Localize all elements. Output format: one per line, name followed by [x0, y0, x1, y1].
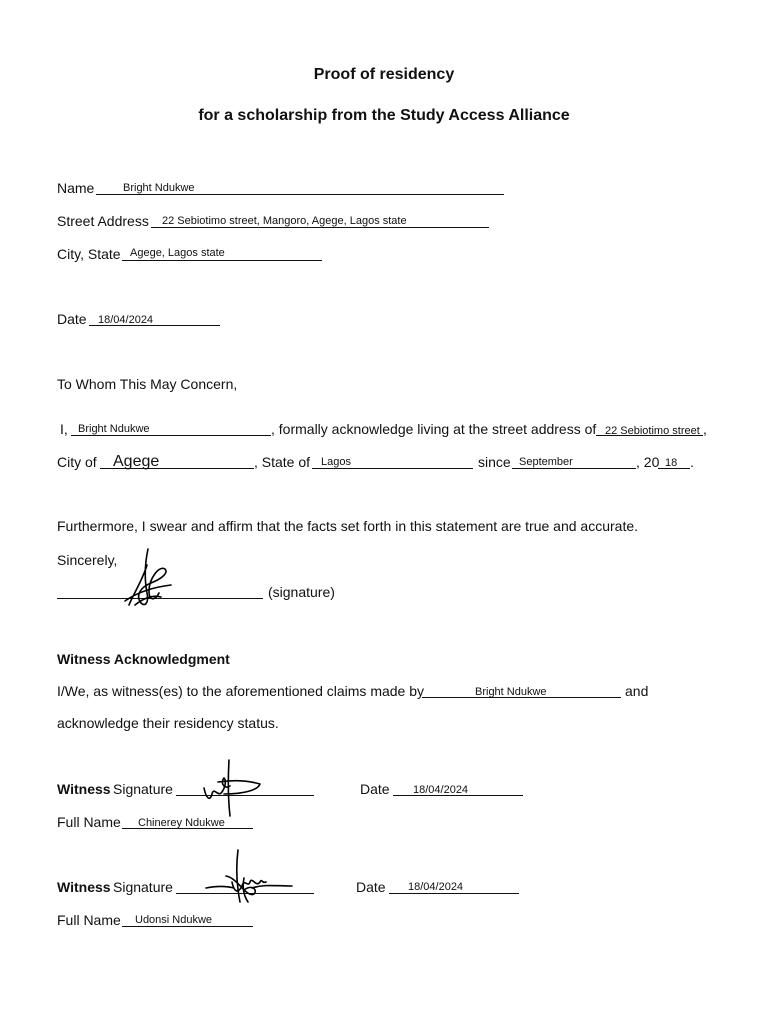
witness-2-date-value: 18/04/2024 [408, 881, 464, 893]
since-year-value: 18 [665, 457, 678, 469]
street-short-value: 22 Sebiotimo street [605, 425, 700, 437]
witness-2-date-line[interactable] [389, 893, 519, 894]
page-title: Proof of residency [313, 66, 455, 83]
witness-1-signature-image [200, 758, 264, 818]
witness-1-signature-label: Signature [113, 781, 173, 797]
street-address-field-line[interactable] [151, 227, 489, 228]
year-prefix-text: , 20 [636, 454, 660, 470]
page-subtitle: for a scholarship from the Study Access Alliance [198, 107, 570, 124]
since-label: since [478, 454, 511, 470]
residency-status-text: acknowledge their residency status. [57, 715, 279, 731]
street-address-label: Street Address [57, 213, 149, 229]
state-of-label: , State of [254, 454, 311, 470]
witness-1-date-value: 18/04/2024 [413, 784, 469, 796]
signature-caption: (signature) [268, 584, 335, 600]
acknowledge-text: , formally acknowledge living at the street address of [271, 421, 597, 437]
witness-2-fullname-line[interactable] [122, 926, 253, 927]
name-label: Name [57, 180, 95, 196]
witness-2-label: Witness [57, 879, 111, 895]
witness-claims-text: I/We, as witness(es) to the aforementioned claims made by [57, 683, 425, 699]
affirmation-text: Furthermore, I swear and affirm that the facts set forth in this statement are true and accurate. [57, 518, 639, 534]
city-of-value: Agege [113, 453, 160, 470]
witness-2-fullname-label: Full Name [57, 912, 121, 928]
state-of-value: Lagos [321, 456, 351, 468]
i-prefix-text: I, [60, 421, 68, 437]
street-address-field-value: 22 Sebiotimo street, Mangoro, Agege, Lagos state [162, 215, 407, 227]
since-month-value: September [519, 456, 573, 468]
witness-2-signature-label: Signature [113, 879, 173, 895]
sincerely-text: Sincerely, [57, 552, 118, 568]
declarant-name-value: Bright Ndukwe [78, 423, 150, 435]
city-state-label: City, State [57, 246, 121, 262]
witness-1-label: Witness [57, 781, 111, 797]
witness-1-fullname-label: Full Name [57, 814, 121, 830]
declarant-signature-image [115, 545, 175, 611]
city-of-label: City of [57, 454, 97, 470]
salutation-text: To Whom This May Concern, [57, 376, 238, 392]
witness-1-date-label: Date [360, 781, 390, 797]
and-text: and [625, 683, 649, 699]
city-state-field-value: Agege, Lagos state [130, 247, 225, 259]
since-month-field-line[interactable] [512, 468, 636, 469]
witness-2-signature-image [204, 848, 296, 908]
witness-1-fullname-value: Chinerey Ndukwe [138, 817, 225, 829]
state-of-field-line[interactable] [312, 468, 473, 469]
date-field-value: 18/04/2024 [98, 314, 154, 326]
witness-2-fullname-value: Udonsi Ndukwe [135, 914, 213, 926]
witness-claims-name-value: Bright Ndukwe [475, 686, 547, 698]
date-label: Date [57, 311, 87, 327]
name-field-value: Bright Ndukwe [123, 182, 195, 194]
witness-2-date-label: Date [356, 879, 386, 895]
name-field-line[interactable] [96, 194, 504, 195]
comma-text: , [703, 421, 707, 437]
period-text: . [690, 454, 694, 470]
city-state-field-line[interactable] [122, 260, 322, 261]
declarant-name-field-line[interactable] [71, 435, 271, 436]
witness-heading: Witness Acknowledgment [57, 651, 230, 667]
